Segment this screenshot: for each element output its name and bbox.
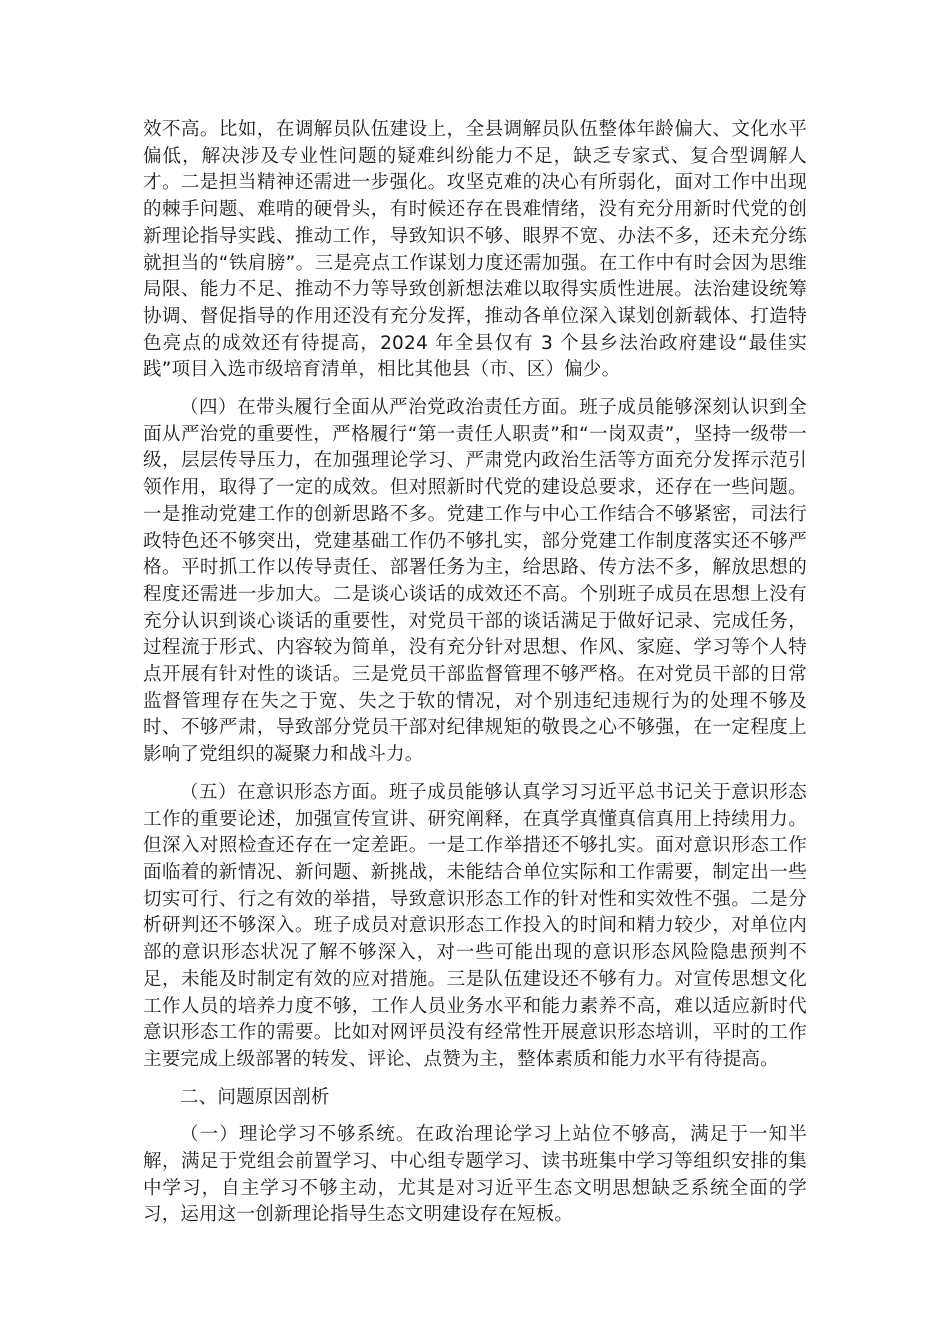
paragraph-section-five: （五）在意识形态方面。班子成员能够认真学习习近平总书记关于意识形态工作的重要论述，加强宣传宣讲、研究阐释，在真学真懂真信真用上持续用力。但深入对照检查还存在一定差距。一是工作举措还不够扎实。面对意识形态工作面临着的新情况、新问题、新挑战，未能结合单位实际和工作需要，制定出一些切实可行、行之有效的举措，导致意识形态工作的针对性和实效性不强。二是分析研判还不够深入。班子成员对意识形态工作投入的时间和精力较少，对单位内部的意识形态状况了解不够深入，对一些可能出现的意识形态风险隐患预判不足，未能及时制定有效的应对措施。三是队伍建设还不够有力。对宣传思想文化工作人员的培养力度不够，工作人员业务水平和能力素养不高，难以适应新时代意识形态工作的需要。比如对网评员没有经常性开展意识形态培训，平时的工作主要完成上级部署的转发、评论、点赞为主，整体素质和能力水平有待提高。 <box>143 781 807 1070</box>
paragraph-section-four: （四）在带头履行全面从严治党政治责任方面。班子成员能够深刻认识到全面从严治党的重要性，严格履行“第一责任人职责”和“一岗双责”，坚持一级带一级，层层传导压力，在加强理论学习、严肃党内政治生活等方面充分发挥示范引领作用，取得了一定的成效。但对照新时代党的建设总要求，还存在一些问题。一是推动党建工作的创新思路不多。党建工作与中心工作结合不够紧密，司法行政特色还不够突出，党建基础工作仍不够扎实，部分党建工作制度落实还不够严格。平时抓工作以传导责任、部署任务为主，给思路、传方法不多，解放思想的程度还需进一步加大。二是谈心谈话的成效还不高。个别班子成员在思想上没有充分认识到谈心谈话的重要性，对党员干部的谈话满足于做好记录、完成任务，过程流于形式、内容较为简单，没有充分针对思想、作风、家庭、学习等个人特点开展有针对性的谈话。三是党员干部监督管理不够严格。在对党员干部的日常监督管理存在失之于宽、失之于软的情况，对个别违纪违规行为的处理不够及时、不够严肃，导致部分党员干部对纪律规矩的敬畏之心不够强，在一定程度上影响了党组织的凝聚力和战斗力。 <box>143 397 807 766</box>
document-page <box>143 117 807 1240</box>
paragraph-reason-one: （一）理论学习不够系统。在政治理论学习上站位不够高，满足于一知半解，满足于党组会前置学习、中心组专题学习、读书班集中学习等组织安排的集中学习，自主学习不够主动，尤其是对习近平生态文明思想缺乏系统全面的学习，运用这一创新理论指导生态文明建设存在短板。 <box>143 1124 807 1226</box>
section-heading: 二、问题原因剖析 <box>180 1086 330 1108</box>
paragraph-continuation: 效不高。比如，在调解员队伍建设上，全县调解员队伍整体年龄偏大、文化水平偏低，解决涉及专业性问题的疑难纠纷能力不足，缺乏专家式、复合型调解人才。二是担当精神还需进一步强化。攻坚克难的决心有所弱化，面对工作中出现的棘手问题、难啃的硬骨头，有时候还存在畏难情绪，没有充分用新时代党的创新理论指导实践、推动工作，导致知识不够、眼界不宽、办法不多，还未充分练就担当的“铁肩膀”。三是亮点工作谋划力度还需加强。在工作中有时会因为思维局限、能力不足、推动不力等导致创新想法难以取得实质性进展。法治建设统筹协调、督促指导的作用还没有充分发挥，推动各单位深入谋划创新载体、打造特色亮点的成效还有待提高，2024 年全县仅有 3 个县乡法治政府建设“最佳实践”项目入选市级培育清单，相比其他县（市、区）偏少。 <box>143 119 807 381</box>
